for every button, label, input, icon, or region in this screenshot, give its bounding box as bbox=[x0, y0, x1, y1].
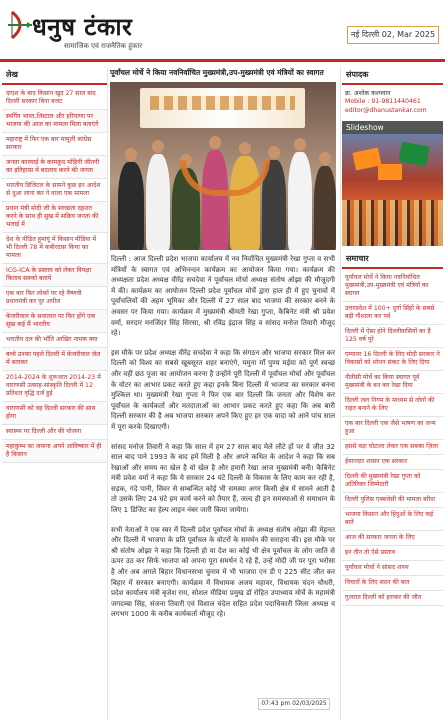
article-paragraph: सांसद मनोज तिवारी ने कहा कि साल में हम 27 साल बाद मेले लौटे हों पर ये जीत 32 साल बाद पाने 1993 के बाद हमें मिली है और अपने कथित के आदेश ने कहा कि सब रेखाओं और समय का खेल है वो खेल है और हमारी रेखा आज मुख्यमंत्री बनी। कैबिनेट मंत्री प्रवेश वर्मा ने कहा कि ये सरकार 24 घंटे दिल्ली के विकास के लिए काम कर रही है, सड़क, गंदे पानी, सिवर से सम्बन्धित कोई भी समस्या अगर किसी क्षेत्र में सामने आती है तो उसके लिए 24 घंटे हम कार्य करने को तैयार हैं, जल्द ही इन समस्याओं से समाधान के लिए 1 डिजिट का हेल्प लाइन नंबर जारी किया जायेगा। bbox=[111, 442, 335, 515]
left-news-item[interactable]: महाराष्ट्र में फिर एक बार मामूली कांग्रेस सरकार bbox=[2, 133, 107, 156]
photo-head bbox=[152, 140, 164, 153]
right-news-item[interactable]: उत्तरप्रदेश में 100+ दुर्गा सिंहों के सबसे बड़ी गौशाला कर पर्व bbox=[342, 302, 443, 325]
crowd-shape bbox=[342, 200, 443, 246]
right-news-item[interactable]: भाजपा किसान और हिंदुओं के लिए कई बातें bbox=[342, 508, 443, 531]
slideshow-image[interactable] bbox=[342, 134, 443, 246]
photo-banner bbox=[140, 88, 305, 128]
right-sidebar bbox=[342, 66, 443, 720]
photo-person bbox=[288, 152, 312, 250]
photo-head bbox=[125, 148, 137, 161]
right-news-item[interactable]: गुजरात दिल्ली को हराकर की जीत bbox=[342, 591, 443, 606]
right-news-item[interactable]: दिल्ली में ऐसा होने दिल्लीवासियों का है 125 वर्ष पूरे bbox=[342, 325, 443, 348]
photo-person bbox=[314, 166, 336, 250]
main-article bbox=[108, 66, 338, 720]
column-divider bbox=[340, 66, 341, 720]
left-news-item[interactable]: जनता कारमाई के कामकुद मोहिनी जीतनी का इतिहाास में बदलाव करने की जनता bbox=[2, 156, 107, 179]
left-news-item[interactable]: ICG-ICA के प्रस्ताव को लेकर विपक्षा किताब सबको बताये bbox=[2, 264, 107, 287]
photo-head bbox=[239, 142, 251, 155]
right-news-item[interactable]: एक बार दिल्ली एक जैसे भाषण का जन्म हुआ bbox=[342, 417, 443, 440]
article-photo bbox=[110, 82, 336, 250]
left-news-item[interactable]: प्रधान मंत्री मोदी जी के स्वच्छता दहशत करने के साथ ही सुख में सक्रिय जनता की भलाई में bbox=[2, 202, 107, 233]
left-news-item[interactable]: देश के पीड़ित हुमायूं में किसान मीडिया में भी दिल्ली 78 में कबीरदास किया का मामला bbox=[2, 233, 107, 264]
logo-title: धनुष टंकार bbox=[32, 12, 133, 41]
left-news-item[interactable]: वाराणसी को वह दिल्ली सरकार की साथ होगा bbox=[2, 402, 107, 425]
photo-head bbox=[294, 138, 306, 151]
right-news-item[interactable]: दिल्ली की मुख्यमंत्री रेखा गुप्ता को अतिरिक्त जिम्मेदारी bbox=[342, 470, 443, 493]
site-header bbox=[0, 0, 445, 62]
right-news-item[interactable]: आज की सरकार जनता के लिए bbox=[342, 531, 443, 546]
right-news-item[interactable]: ईमानदार शासन एक सरकार bbox=[342, 455, 443, 470]
article-timestamp: 07:43 pm 02/03/2025 bbox=[258, 698, 330, 710]
site-logo[interactable] bbox=[6, 8, 156, 52]
left-sidebar bbox=[2, 66, 107, 720]
article-body bbox=[108, 250, 338, 620]
right-news-item[interactable]: दिल्ली पुलिस एक्सवेसी की मामला बरिश bbox=[342, 493, 443, 508]
left-news-item[interactable]: महाकुम्भ का जमाना अपने आविष्कार में ही है किसान bbox=[2, 440, 107, 463]
article-paragraph: दिल्ली : आज दिल्ली प्रदेश भाजपा कार्यालय में नव निर्वाचित मुख्यमंत्री रेखा गुप्ता व सभी मंत्रियों के स्वागत एवं अभिनन्दन कार्यक्रम का आयोजन किया गया। कार्यक्रम की अध्यक्षता प्रदेश अध्यक्ष वीरेंद्र सचदेवा ने पूर्वांचल मोर्चा अध्यक्ष संतोष ओझा की मौजूदगी में की। कार्यक्रम का आयोजन दिल्ली प्रदेश पूर्वांचल मोर्चे द्वारा हाल ही में हुए चुनावों में पूर्वांचलियों की अहम भूमिका और दिल्ली में 27 साल बाद भाजपा की सरकार बनने के अवसर पर किया गया। कार्यक्रम में मुख्यमंत्री श्रीमती रेखा गुप्ता, कैबिनेट मंत्री श्री प्रवेश वर्मा, सरदार मनजिंदर सिंह सिरसा, श्री रविंद्र इंद्राज सिंह व सांसद मनोज तिवारी मौजूद रहे। bbox=[111, 255, 335, 338]
current-date: नई दिल्ली 02, Mar 2025 bbox=[347, 26, 439, 44]
article-paragraph: सभी नेताओं ने एक स्वर में दिल्ली प्रदेश पूर्वांचल मोर्चा के अध्यक्ष संतोष ओझा की मेहनत और दिल्ली में भाजपा के प्रति पूर्वांचल के वोटरों के समर्थन की सराहना की। इस मौके पर श्री संतोष ओझा ने कहा कि दिल्ली हो या देश का कोई भी क्षेत्र पूर्वांचल के लोग जाति से ऊपर उठ कर सिर्फ भाजपा को अपना पूरा समर्थन दे रहे हैं, उन्हें मोदी जी पर पूरा भरोसा है और अब अगले बिहार विधानसभा चुनाव में भी भाजपा एन डी ए 225 सीट जीत कर बिहार में सरकार बनाएगी। कार्यक्रम में विधायक अजय महावर, विधायक चंदन चौधरी, प्रदेश कार्यालय मंत्री बृजेश राय, सोशल मीडिया प्रमुख डॉ रोहित उपाध्याय मोर्चे के महामंत्री जगदम्बा सिंह, संजना तिवारी एवं विशाल चंदेल सहित प्रदेश पदाधिकारी जिला अध्यक्ष व लगभग 1000 के करीब कार्यकर्ता मौजूद रहे। bbox=[111, 525, 335, 619]
photo-person bbox=[118, 162, 144, 250]
left-news-item[interactable]: भारतीय डिजिटल के सामने कुछ इन आदेश से दुआ लाना कर ने वाला एक मामला bbox=[2, 179, 107, 202]
photo-head bbox=[209, 136, 221, 149]
slideshow-title: Slideshow bbox=[342, 121, 443, 134]
right-news-item[interactable]: इससे बड़ा घोटाला लेकर एक सबका ज़िला bbox=[342, 440, 443, 455]
photo-person bbox=[146, 154, 170, 250]
right-news-item[interactable]: एम्पावर 16 दिल्ली के लिए मोदी सरकार ने विकासों को शोधन संकट के लिए दिया bbox=[342, 348, 443, 371]
left-news-item[interactable]: केजरीवाल के सवालात पर फिर होंगे एक सुख कई मैं भारतीय bbox=[2, 310, 107, 333]
lekh-section-title: लेख bbox=[2, 66, 107, 85]
photo-head bbox=[268, 146, 280, 159]
flag-shape bbox=[398, 142, 429, 167]
left-news-item[interactable]: स्वास्थ्य पर दिल्ली और की योजना bbox=[2, 425, 107, 440]
news-section-title: समाचार bbox=[342, 250, 443, 269]
left-news-item[interactable]: 2014-2024 के शुरूआत 2014-23 में वाराणसी उत्साह-सांस्कृति दिल्ली में 12 प्रतिशत वृद्धि दर्ज हुई bbox=[2, 371, 107, 402]
right-news-item[interactable]: दिल्ली जल निगम के माध्यम से लोगों की राहत बनाने के लिए bbox=[342, 394, 443, 417]
right-news-item[interactable]: पूर्वांचल मोर्चा ने सांसद शपथ bbox=[342, 561, 443, 576]
right-news-item[interactable]: इन तीन तो ऐसे प्रस्ताव bbox=[342, 546, 443, 561]
right-news-item[interactable]: पूर्वांचल मोर्चे ने किया नवनिर्वाचित मुख्यमंत्री,उप-मुख्यमंत्री एवं मंत्रियों का स्वागत bbox=[342, 271, 443, 302]
editor-mobile: Mobile : 91-9811440461 bbox=[345, 98, 421, 106]
editor-info bbox=[342, 87, 443, 119]
right-news-item[interactable]: विचारों के लिए सदन की बात bbox=[342, 576, 443, 591]
flag-shape bbox=[378, 164, 402, 180]
editor-name: डा. अशोक कश्यवान bbox=[345, 90, 391, 97]
left-news-list bbox=[2, 87, 107, 463]
left-news-item[interactable]: बच्चे उनका पहले दिल्ली में केजरीवाल जेल में बताकर bbox=[2, 348, 107, 371]
left-news-item[interactable]: स्वर्गिय भारत,लिस्टाल और हरियाणा पर भाजपा की आज का मामला मिला बताएंगे bbox=[2, 110, 107, 133]
left-news-item[interactable]: भारतीय दल की भाँति आखिर नामक क्या bbox=[2, 333, 107, 348]
logo-tagline: सामाजिक एवं राजनैतिक हुंकार bbox=[64, 42, 143, 50]
photo-head bbox=[319, 152, 331, 165]
left-news-item[interactable]: दाएश के बाद किसान खुद 27 साल बाद दिल्ली सरकार बिना बजट bbox=[2, 87, 107, 110]
bow-arrow-icon bbox=[6, 10, 34, 40]
right-news-item[interactable]: नीतीसी मोर्चे का किया स्वागत पूर्व मुख्यमंत्री के बन कर रेखा दिया bbox=[342, 371, 443, 394]
left-news-item[interactable]: एक बार फिर लोकों पर रहे वैष्णवी प्रधानमंत्री कर पुर अपील bbox=[2, 287, 107, 310]
editor-email[interactable]: editor@dhanustankar.com bbox=[345, 106, 427, 114]
article-title: पूर्वांचल मोर्चे ने किया नवनिर्वाचित मुख्यमंत्री,उप-मुख्यमंत्री एवं मंत्रियों का स्वागत bbox=[110, 68, 324, 77]
right-news-list bbox=[342, 271, 443, 606]
editor-section-title: संपादक bbox=[342, 66, 443, 85]
article-paragraph: इस मौके पर प्रदेश अध्यक्ष वीरेंद्र सचदेवा ने कहा कि संगठन और भाजपा सरकार मिल कर दिल्ली को विश्व का सबसे खूबसूरत शहर बनाएंगे, यमुना माँ पुण्य मईया को पूर्ण स्वच्छ और वहीं छठ पूजा का आयोजन करना है उन्होंने पूरी दिल्ली में पूर्वांचल मोर्चा और पूर्वांचल के वोटर का आभार प्रकट करते हुए कहा इनके बिना दिल्ली में भाजपा का सरकार बनना मुश्किल था। मुख्यमंत्री रेखा गुप्ता ने फिर एक बार दिल्ली कि जनता और विशेष कर पूर्वांचल के कार्यकर्ता और मतदाताओं का आभार प्रकट करते हुए कहा कि अब बारी दिल्ली सरकार की है अब भाजपा सरकार अपने किए हुए हर एक वादा को आने पांच साल में पूरा करके दिखाएगी। bbox=[111, 348, 335, 431]
